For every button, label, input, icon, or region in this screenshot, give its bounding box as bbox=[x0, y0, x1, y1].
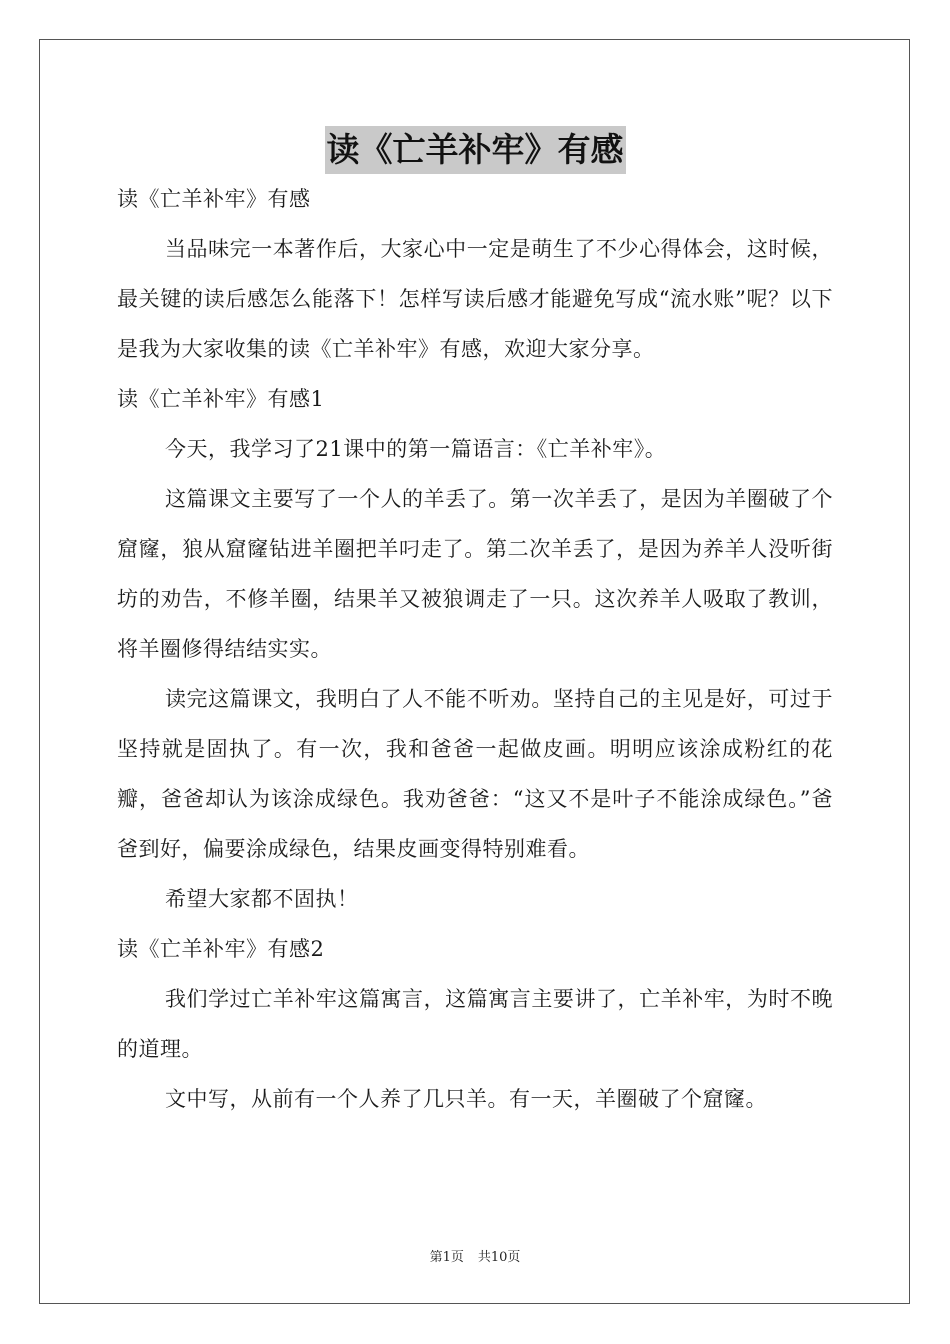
paragraph: 希望大家都不固执！ bbox=[165, 887, 359, 911]
page-total: 共10页 bbox=[477, 1250, 521, 1265]
paragraph: 我们学过亡羊补牢这篇寓言，这篇寓言主要讲了，亡羊补牢，为时不晚的道理。 bbox=[117, 987, 833, 1061]
paragraph-heading-intro: 读《亡羊补牢》有感 bbox=[117, 187, 311, 211]
document-body bbox=[117, 174, 833, 1124]
page-footer bbox=[0, 1246, 950, 1265]
paragraph: 读完这篇课文，我明白了人不能不听劝。坚持自己的主见是好，可过于坚持就是固执了。有一次，我和爸爸一起做皮画。明明应该涂成粉红的花瓣，爸爸却认为该涂成绿色。我劝爸爸：“这又不是叶子不能涂成绿色。”爸爸到好，偏要涂成绿色，结果皮画变得特别难看。 bbox=[117, 687, 833, 861]
paragraph-intro: 当品味完一本著作后，大家心中一定是萌生了不少心得体会，这时候，最关键的读后感怎么能落下！怎样写读后感才能避免写成“流水账”呢？以下是我为大家收集的读《亡羊补牢》有感，欢迎大家分享。 bbox=[117, 237, 833, 361]
page-number: 第1页 bbox=[429, 1250, 464, 1265]
section-heading-2: 读《亡羊补牢》有感2 bbox=[117, 937, 325, 961]
section-heading-1: 读《亡羊补牢》有感1 bbox=[117, 387, 325, 411]
paragraph: 文中写，从前有一个人养了几只羊。有一天，羊圈破了个窟窿。 bbox=[165, 1087, 767, 1111]
paragraph: 今天，我学习了21课中的第一篇语言：《亡羊补牢》。 bbox=[165, 437, 667, 461]
document-title-text: 读《亡羊补牢》有感 bbox=[325, 126, 626, 174]
paragraph: 这篇课文主要写了一个人的羊丢了。第一次羊丢了，是因为羊圈破了个窟窿，狼从窟窿钻进羊圈把羊叼走了。第二次羊丢了，是因为养羊人没听街坊的劝告，不修羊圈，结果羊又被狼调走了一只。这次养羊人吸取了教训，将羊圈修得结结实实。 bbox=[117, 487, 833, 661]
document-title bbox=[0, 124, 950, 176]
